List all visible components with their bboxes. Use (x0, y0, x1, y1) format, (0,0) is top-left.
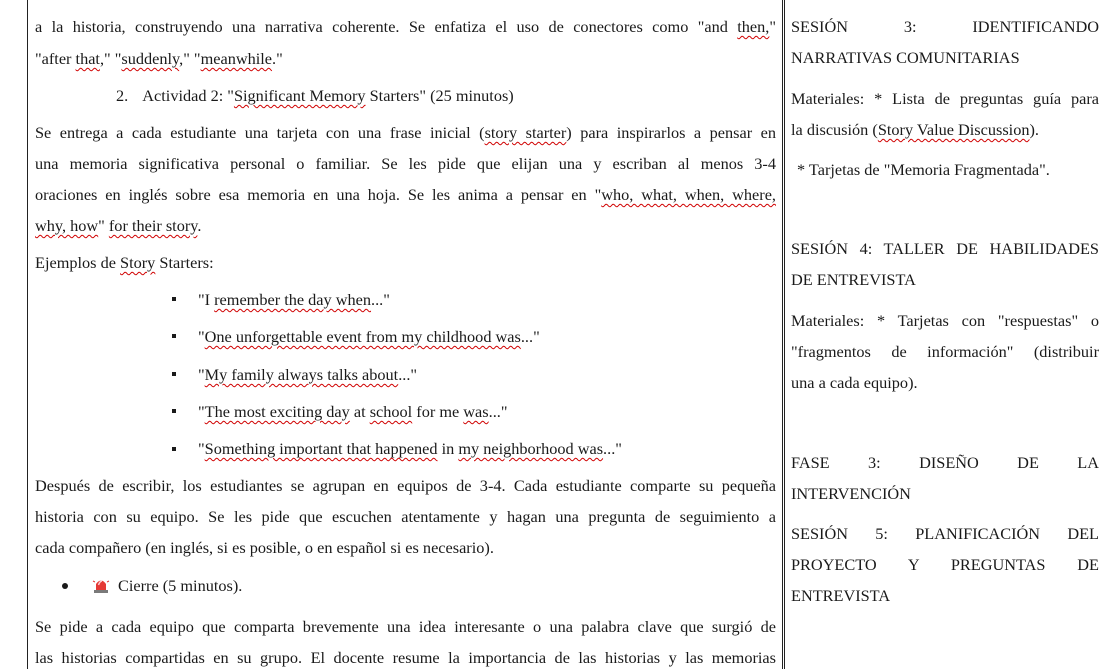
materials-session-4-line-2: "fragmentos de información" (distribuir (791, 342, 1099, 361)
paragraph-story-starter-line-2: una memoria significativa personal o familiar. Se les pide que elijan una y escriban al menos 3-4 (35, 154, 776, 173)
bullet-square-icon (172, 334, 176, 338)
police-siren-icon (92, 576, 110, 594)
paragraph-story-starter-line-1: Se entrega a cada estudiante una tarjeta con una frase inicial (story starter) para inspirarlos a pensar en (35, 123, 777, 142)
starter-item-1: "I remember the day when..." (198, 290, 390, 309)
session-5-title-line-2: PROYECTO Y PREGUNTAS DE (791, 555, 1099, 574)
session-3-title-line-2: NARRATIVAS COMUNITARIAS (791, 48, 1020, 67)
closing-heading: Cierre (5 minutos). (118, 576, 243, 595)
materials-session-3-line-3: * Tarjetas de "Memoria Fragmentada". (797, 160, 1050, 179)
starter-item-2: "One unforgettable event from my childhood was..." (198, 327, 540, 346)
materials-session-4-line-1: Materiales: * Tarjetas con "respuestas" o (791, 311, 1099, 330)
right-border-line (784, 0, 785, 669)
left-border-line (27, 0, 28, 669)
starter-item-4: "The most exciting day at school for me was..." (198, 402, 508, 421)
session-4-title-line-2: DE ENTREVISTA (791, 270, 916, 289)
column-divider-line (782, 0, 783, 669)
paragraph-teams-line-1: Después de escribir, los estudiantes se agrupan en equipos de 3-4. Cada estudiante comparte su pequeña (35, 476, 776, 495)
session-5-title-line-1: SESIÓN 5: PLANIFICACIÓN DEL (791, 524, 1099, 543)
session-5-title-line-3: ENTREVISTA (791, 586, 891, 605)
paragraph-connectors-line-2: "after that," "suddenly," "meanwhile." (35, 49, 283, 68)
session-3-title-line-1: SESIÓN 3: IDENTIFICANDO (791, 17, 1099, 36)
materials-session-4-line-3: una a cada equipo). (791, 373, 918, 392)
paragraph-story-starter-line-4: why, how" for their story. (35, 216, 202, 235)
activity-number: 2. (116, 86, 129, 105)
bullet-square-icon (172, 372, 176, 376)
phase-3-title-line-1: FASE 3: DISEÑO DE LA (791, 453, 1099, 472)
bullet-square-icon (172, 409, 176, 413)
starter-item-3: "My family always talks about..." (198, 365, 418, 384)
materials-session-3-line-2: la discusión (Story Value Discussion). (791, 120, 1039, 139)
bullet-square-icon (172, 447, 176, 451)
paragraph-closing-line-2: las historias compartidas en su grupo. El docente resume la importancia de las historias y las memorias (35, 648, 776, 667)
paragraph-connectors-line-1: a la historia, construyendo una narrativa coherente. Se enfatiza el uso de conectores como "and then," (35, 17, 776, 36)
phase-3-title-line-2: INTERVENCIÓN (791, 484, 911, 503)
starter-item-5: "Something important that happened in my neighborhood was..." (198, 439, 622, 458)
session-4-title-line-1: SESIÓN 4: TALLER DE HABILIDADES (791, 239, 1099, 258)
paragraph-teams-line-3: cada compañero (en inglés, si es posible, o en español si es necesario). (35, 538, 494, 557)
activity-2-heading: 2. Actividad 2: "Significant Memory Starters" (25 minutos) (116, 86, 514, 105)
bullet-square-icon (172, 297, 176, 301)
paragraph-teams-line-2: historia con su equipo. Se les pide que escuchen atentamente y hagan una pregunta de seguimiento a (35, 507, 776, 526)
paragraph-story-starter-line-3: oraciones en inglés sobre esa memoria en una hoja. Se les anima a pensar en "who, what, when, where, (35, 185, 776, 204)
examples-heading: Ejemplos de Story Starters: (35, 253, 214, 272)
materials-session-3-line-1: Materiales: * Lista de preguntas guía para (791, 89, 1099, 108)
paragraph-closing-line-1: Se pide a cada equipo que comparta brevemente una idea interesante o una palabra clave que surgió de (35, 617, 776, 636)
bullet-dot-icon (62, 583, 68, 589)
